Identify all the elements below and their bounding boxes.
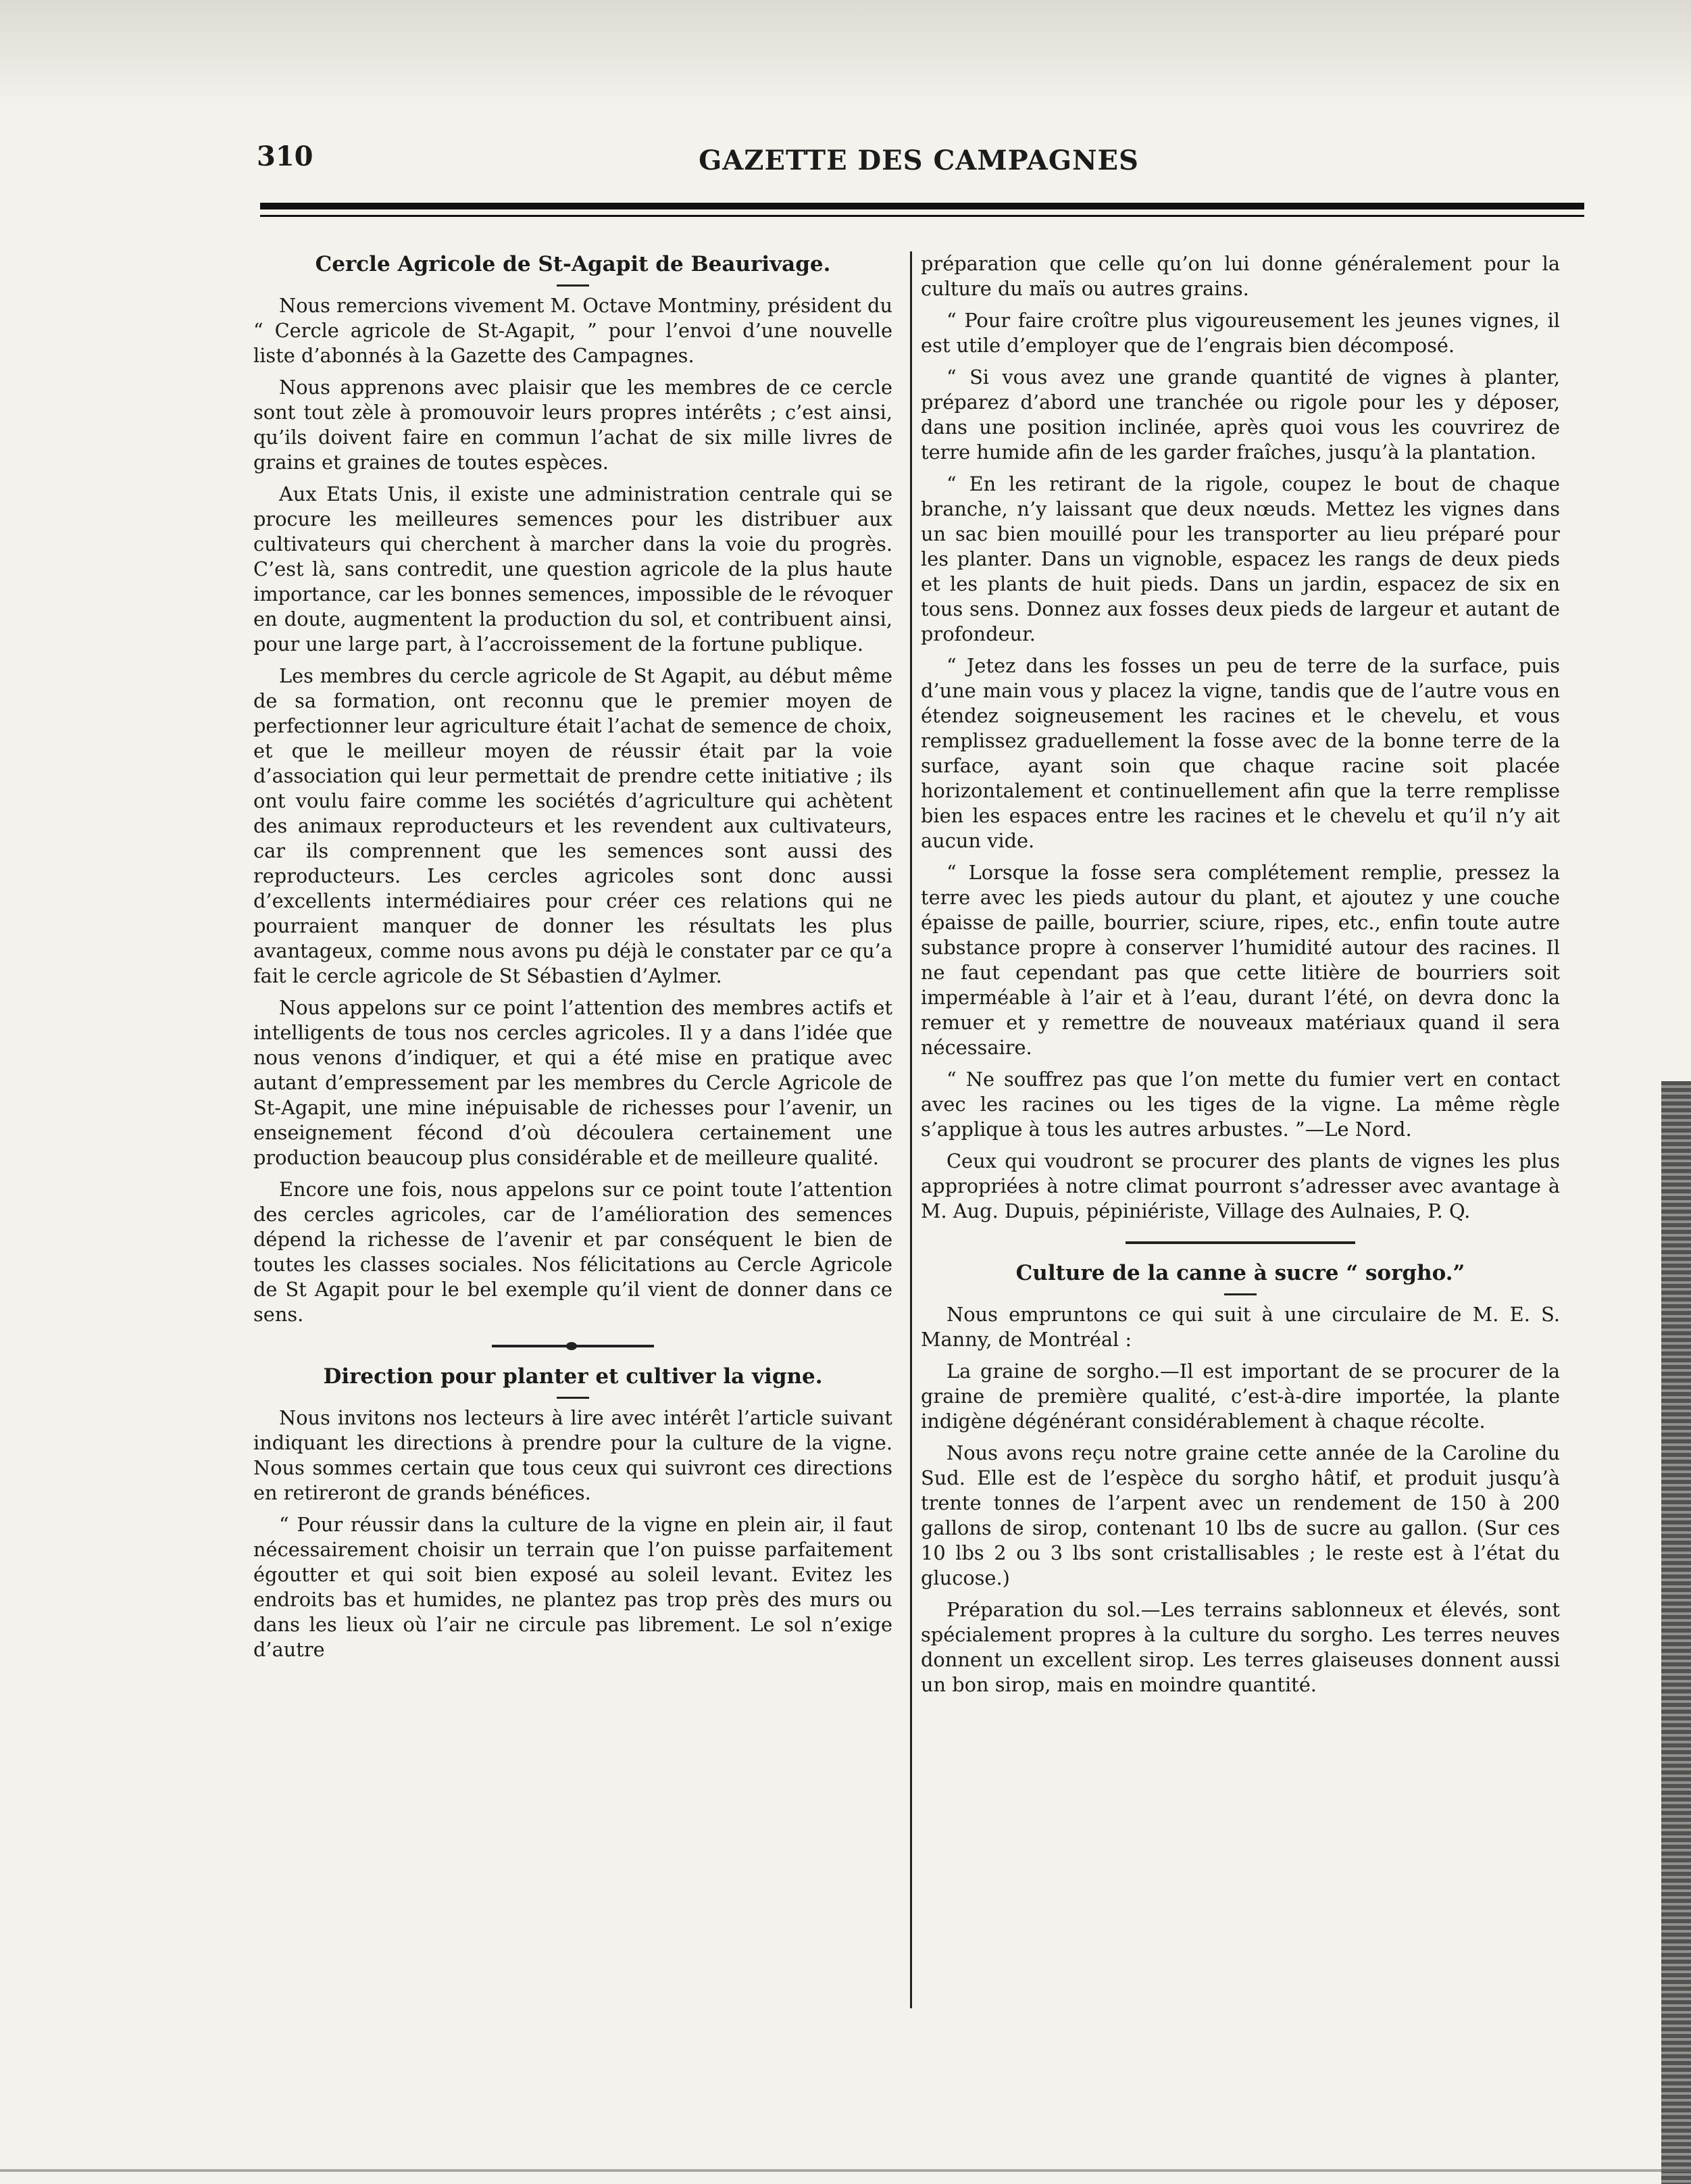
- paragraph: Préparation du sol.—Les terrains sablonneux et élevés, sont spécialement propres à la culture du sorgho. Les terres neuves donnent un excellent sirop. Les terres glaiseuses donnent aussi un bon sirop, mais en moindre quantité.: [921, 1597, 1560, 1696]
- paragraph: La graine de sorgho.—Il est important de se procurer de la graine de première qualité, c’est-à-dire importée, la plante indigène dégénérant considérablement à chaque récolte.: [921, 1359, 1560, 1433]
- paragraph: Nous remercions vivement M. Octave Montminy, président du “ Cercle agricole de St-Agapit, ” pour l’envoi d’une nouvelle liste d’abonnés à la Gazette des Campagnes.: [253, 293, 892, 367]
- paragraph: Ceux qui voudront se procurer des plants de vignes les plus appropriées à notre climat pourront s’adresser avec avantage à M. Aug. Dupuis, pépiniériste, Village des Aulnaies, P. Q.: [921, 1149, 1560, 1222]
- page-top-tone: [0, 0, 1691, 108]
- article-title-cercle-agricole: Cercle Agricole de St-Agapit de Beaurivage.: [315, 252, 831, 276]
- title-dash: [557, 284, 589, 287]
- column-divider: [910, 251, 912, 2008]
- article-title-vigne: Direction pour planter et cultiver la vigne.: [323, 1364, 823, 1389]
- bottom-scan-rule: [0, 2169, 1691, 2172]
- article-separator: [492, 1345, 654, 1347]
- paragraph: Nous apprenons avec plaisir que les membres de ce cercle sont tout zèle à promouvoir leurs propres intérêts ; c’est ainsi, qu’ils doivent faire en commun l’achat de six mille livres de grains et graines de toutes espèces.: [253, 375, 892, 474]
- paragraph: “ Jetez dans les fosses un peu de terre de la surface, puis d’une main vous y placez la vigne, tandis que de l’autre vous en étendez soigneusement les racines et le chevelu, et vous remplissez graduellement la fosse avec de la bonne terre de la surface, ayant soin que chaque racine soit placée horizontalement et continuellement afin que la terre remplisse bien les espaces entre les racines et le chevelu et qu’il n’y ait aucun vide.: [921, 654, 1560, 852]
- paragraph: “ En les retirant de la rigole, coupez le bout de chaque branche, n’y laissant que deux nœuds. Mettez les vignes dans un sac bien mouillé pour les transporter au lieu préparé pour les planter. Dans un vignoble, espacez les rangs de deux pieds et les plants de huit pieds. Dans un jardin, espacez de six en tous sens. Donnez aux fosses deux pieds de largeur et autant de profondeur.: [921, 472, 1560, 645]
- title-dash: [557, 1397, 589, 1399]
- paragraph: Encore une fois, nous appelons sur ce point toute l’attention des cercles agricoles, car de l’amélioration des semences dépend la richesse de l’avenir et par conséquent le bien de toutes les classes sociales. Nos félicitations au Cercle Agricole de St Agapit pour le bel exemple qu’il vient de donner dans ce sens.: [253, 1177, 892, 1326]
- article-separator: [1126, 1241, 1355, 1244]
- right-column: [921, 251, 1560, 1704]
- paragraph: “ Si vous avez une grande quantité de vignes à planter, préparez d’abord une tranchée ou rigole pour les y déposer, dans une position inclinée, après quoi vous les couvrirez de terre humide afin de les garder fraîches, jusqu’à la plantation.: [921, 366, 1560, 464]
- paragraph: Nous empruntons ce qui suit à une circulaire de M. E. S. Manny, de Montréal :: [921, 1302, 1560, 1351]
- article-title-sorgho: Culture de la canne à sucre “ sorgho.”: [1015, 1261, 1465, 1285]
- header-rule-thin: [260, 215, 1584, 217]
- page-header: [257, 141, 1581, 174]
- paragraph: Les membres du cercle agricole de St Agapit, au début même de sa formation, ont reconnu que le premier moyen de perfectionner leur agriculture était l’achat de semence de choix, et que le meilleur moyen de réussir était par la voie d’association qui leur permettait de prendre cette initiative ; ils ont voulu faire comme les sociétés d’agriculture qui achètent des animaux reproducteurs et les revendent aux cultivateurs, car ils comprennent que les semences sont aussi des reproducteurs. Les cercles agricoles sont donc aussi d’excellents intermédiaires pour créer ces relations qui ne pourraient manquer de donner les résultats les plus avantageux, comme nous avons pu déjà le constater par ce qu’a fait le cercle agricole de St Sébastien d’Aylmer.: [253, 664, 892, 987]
- paragraph: “ Ne souffrez pas que l’on mette du fumier vert en contact avec les racines ou les tiges de la vigne. La même règle s’applique à tous les autres arbustes. ”—Le Nord.: [921, 1068, 1560, 1141]
- paragraph: Nous appelons sur ce point l’attention des membres actifs et intelligents de tous nos cercles agricoles. Il y a dans l’idée que nous venons d’indiquer, et qui a été mise en pratique avec autant d’empressement par les membres du Cercle Agricole de St-Agapit, une mine inépuisable de richesses pour l’avenir, un enseignement fécond d’où découlera certainement une production beaucoup plus considérable et de meilleure qualité.: [253, 995, 892, 1169]
- paragraph: Nous avons reçu notre graine cette année de la Caroline du Sud. Elle est de l’espèce du sorgho hâtif, et produit jusqu’à trente tonnes de l’arpent avec un rendement de 150 à 200 gallons de sirop, contenant 10 lbs de sucre au gallon. (Sur ces 10 lbs 2 ou 3 lbs sont cristallisables ; le reste est à l’état du glucose.): [921, 1441, 1560, 1589]
- paragraph: Aux Etats Unis, il existe une administration centrale qui se procure les meilleures semences pour les distribuer aux cultivateurs qui cherchent à marcher dans la voie du progrès. C’est là, sans contredit, une question agricole de la plus haute importance, car les bonnes semences, impossible de le révoquer en doute, augmentent la production du sol, et contribuent ainsi, pour une large part, à l’accroissement de la fortune publique.: [253, 482, 892, 655]
- left-column: [253, 251, 892, 1669]
- paper-title: GAZETTE DES CAMPAGNES: [699, 145, 1139, 176]
- paragraph: “ Lorsque la fosse sera complétement remplie, pressez la terre avec les pieds autour du plant, et ajoutez y une couche épaisse de paille, bourrier, sciure, ripes, etc., enfin toute autre substance propre à conserver l’humidité autour des racines. Il ne faut cependant pas que cette litière de bourriers soit imperméable à l’air et à l’eau, durant l’été, on devra donc la remuer et y remettre de nouveaux matériaux quand il sera nécessaire.: [921, 861, 1560, 1059]
- paragraph: préparation que celle qu’on lui donne généralement pour la culture du maïs ou autres grains.: [921, 252, 1560, 300]
- page-edge-shadow: [1661, 1081, 1691, 2184]
- paragraph: “ Pour faire croître plus vigoureusement les jeunes vignes, il est utile d’employer que de l’engrais bien décomposé.: [921, 309, 1560, 357]
- title-dash: [1224, 1293, 1257, 1295]
- paragraph: Nous invitons nos lecteurs à lire avec intérêt l’article suivant indiquant les directions à prendre pour la culture de la vigne. Nous sommes certain que tous ceux qui suivront ces directions en retireront de grands bénéfices.: [253, 1406, 892, 1504]
- paragraph: “ Pour réussir dans la culture de la vigne en plein air, il faut nécessairement choisir un terrain que l’on puisse parfaitement égoutter et qui soit bien exposé au soleil levant. Evitez les endroits bas et humides, ne plantez pas trop près des murs ou dans les lieux où l’air ne circule pas librement. Le sol n’exige d’autre: [253, 1512, 892, 1661]
- header-rule-thick: [260, 203, 1584, 209]
- page-number: 310: [257, 141, 313, 172]
